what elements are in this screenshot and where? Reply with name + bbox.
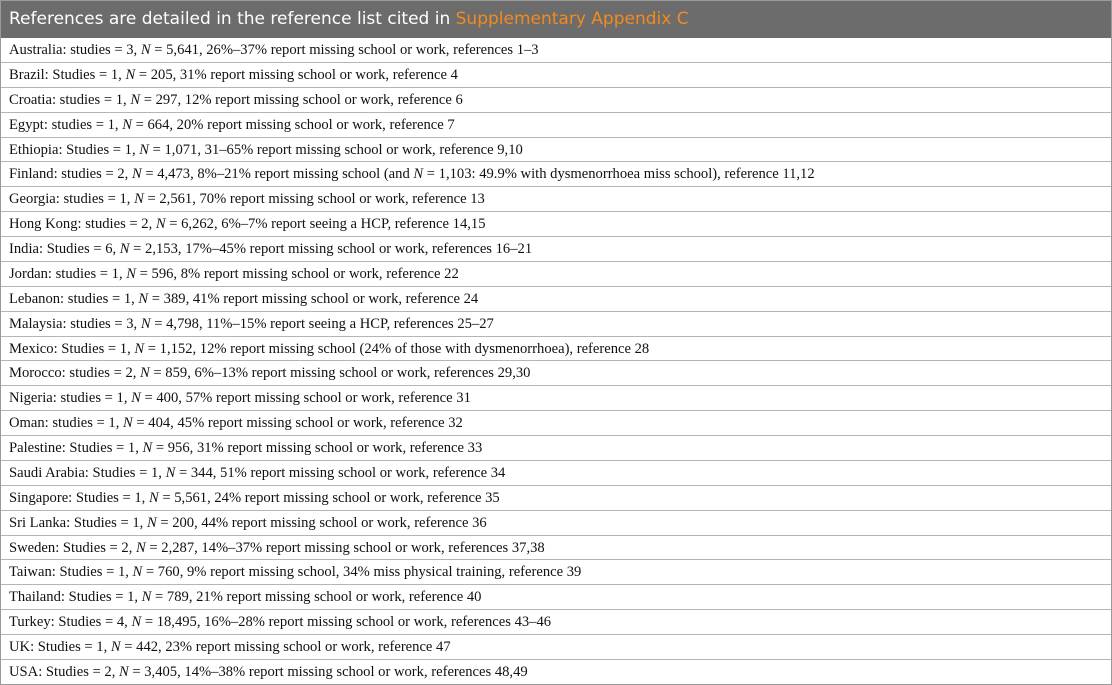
table-row [1, 187, 1111, 212]
row-text: = 205, 31% report missing school or work, reference 4 [135, 66, 458, 83]
table-row [1, 113, 1111, 138]
row-text: Finland: studies = 2, [9, 166, 132, 183]
row-text: Oman: studies = 1, [9, 415, 124, 432]
sample-size-symbol: N [136, 539, 146, 556]
row-text: = 1,103: 49.9% with dysmenorrhoea miss school), reference 11,12 [423, 166, 815, 183]
table-row [1, 262, 1111, 287]
supplementary-appendix-link[interactable]: Supplementary Appendix C [455, 9, 689, 29]
row-text: Croatia: studies = 1, [9, 91, 131, 108]
sample-size-symbol: N [132, 564, 143, 581]
row-text: = 344, 51% report missing school or work, reference 34 [175, 464, 506, 481]
table-row [1, 386, 1111, 411]
table-row [1, 610, 1111, 635]
table-row [1, 38, 1111, 63]
sample-size-symbol: N [140, 365, 150, 382]
sample-size-symbol: N [146, 514, 157, 531]
row-text: Egypt: studies = 1, [9, 116, 123, 133]
table-row [1, 138, 1111, 163]
row-text: = 859, 6%–13% report missing school or work, references 29,30 [149, 365, 531, 382]
row-text: Georgia: studies = 1, [9, 191, 135, 208]
table-row [1, 337, 1111, 362]
table-row [1, 560, 1111, 585]
sample-size-symbol: N [140, 42, 151, 58]
row-text: = 6,262, 6%–7% report seeing a HCP, reference 14,15 [165, 216, 486, 233]
row-text: = 3,405, 14%–38% report missing school or work, references 48,49 [128, 663, 528, 680]
row-text: Turkey: Studies = 4, [9, 614, 132, 631]
table-row [1, 660, 1111, 685]
sample-size-symbol: N [139, 141, 149, 158]
row-text: = 18,495, 16%–28% report missing school or work, references 43–46 [141, 614, 552, 631]
row-text: Singapore: Studies = 1, [9, 489, 149, 506]
sample-size-symbol: N [122, 116, 132, 133]
table-row [1, 63, 1111, 88]
row-text: Morocco: studies = 2, [9, 365, 141, 382]
sample-size-symbol: N [130, 91, 141, 108]
row-text: Thailand: Studies = 1, [9, 589, 142, 606]
row-text: USA: Studies = 2, [9, 663, 119, 680]
sample-size-symbol: N [155, 216, 166, 233]
sample-size-symbol: N [141, 589, 152, 606]
sample-size-symbol: N [131, 614, 142, 631]
table-row [1, 511, 1111, 536]
row-text: Lebanon: studies = 1, [9, 290, 139, 307]
row-text: Nigeria: studies = 1, [9, 390, 132, 407]
row-text: Malaysia: studies = 3, [9, 315, 141, 332]
sample-size-symbol: N [119, 241, 130, 257]
sample-size-symbol: N [134, 340, 145, 357]
table-row [1, 436, 1111, 461]
row-text: = 297, 12% report missing school or work, reference 6 [140, 91, 463, 108]
row-text: Palestine: Studies = 1, [9, 440, 143, 456]
row-text: Jordan: studies = 1, [9, 265, 127, 282]
row-text: = 596, 8% report missing school or work, reference 22 [136, 265, 459, 282]
row-text: = 442, 23% report missing school or work, reference 47 [120, 639, 451, 655]
row-text: = 956, 31% report missing school or work, reference 33 [152, 440, 483, 456]
sample-size-symbol: N [126, 265, 137, 282]
row-text: = 4,473, 8%–21% report missing school (and [141, 166, 414, 183]
row-text: = 200, 44% report missing school or work, reference 36 [156, 514, 487, 531]
row-text: Saudi Arabia: Studies = 1, [9, 464, 166, 481]
sample-size-symbol: N [140, 315, 151, 332]
table-row [1, 461, 1111, 486]
table-row [1, 88, 1111, 113]
row-text: = 389, 41% report missing school or work, reference 24 [148, 290, 479, 307]
sample-size-symbol: N [142, 440, 153, 456]
sample-size-symbol: N [138, 290, 149, 307]
table-row [1, 212, 1111, 237]
row-text: = 760, 9% report missing school, 34% miss physical training, reference 39 [142, 564, 582, 581]
table-row [1, 635, 1111, 660]
sample-size-symbol: N [125, 66, 136, 83]
sample-size-symbol: N [110, 639, 121, 655]
row-text: Brazil: Studies = 1, [9, 66, 126, 83]
table-row [1, 312, 1111, 337]
row-text: Mexico: Studies = 1, [9, 340, 135, 357]
row-text: = 789, 21% report missing school or work, reference 40 [151, 589, 482, 606]
row-text: Taiwan: Studies = 1, [9, 564, 133, 581]
row-text: Australia: studies = 3, [9, 42, 141, 58]
sample-size-symbol: N [131, 390, 141, 407]
row-text: = 5,641, 26%–37% report missing school or work, references 1–3 [150, 42, 539, 58]
table-row [1, 536, 1111, 561]
sample-size-symbol: N [165, 464, 176, 481]
table-body [1, 38, 1111, 685]
row-text: = 5,561, 24% report missing school or work, reference 35 [158, 489, 500, 506]
table-row [1, 162, 1111, 187]
table-header [1, 1, 1111, 38]
row-text: Ethiopia: Studies = 1, [9, 141, 140, 158]
row-text: = 1,071, 31–65% report missing school or work, reference 9,10 [148, 141, 523, 158]
row-text: Sri Lanka: Studies = 1, [9, 514, 147, 531]
sample-size-symbol: N [123, 415, 133, 432]
table-row [1, 237, 1111, 262]
table-row [1, 287, 1111, 312]
row-text: = 404, 45% report missing school or work, reference 32 [132, 415, 463, 432]
sample-size-symbol: N [134, 191, 144, 208]
row-text: = 664, 20% report missing school or work, reference 7 [131, 116, 455, 133]
row-text: = 400, 57% report missing school or work, reference 31 [140, 390, 471, 407]
row-text: Sweden: Studies = 2, [9, 539, 137, 556]
sample-size-symbol: N [119, 663, 129, 680]
row-text: India: Studies = 6, [9, 241, 120, 257]
table-row [1, 486, 1111, 511]
row-text: = 4,798, 11%–15% report seeing a HCP, references 25–27 [150, 315, 494, 332]
row-text: = 1,152, 12% report missing school (24% of those with dysmenorrhoea), reference 28 [144, 340, 650, 357]
row-text: = 2,561, 70% report missing school or work, reference 13 [143, 191, 485, 208]
row-text: UK: Studies = 1, [9, 639, 111, 655]
row-text: = 2,287, 14%–37% report missing school or work, references 37,38 [145, 539, 545, 556]
row-text: = 2,153, 17%–45% report missing school or work, references 16–21 [129, 241, 533, 257]
sample-size-symbol: N [148, 489, 159, 506]
table-row [1, 411, 1111, 436]
sample-size-symbol: N [131, 166, 142, 183]
table-row [1, 361, 1111, 386]
table-row [1, 585, 1111, 610]
header-text: References are detailed in the reference list cited in [9, 9, 456, 29]
sample-size-symbol: N [413, 166, 424, 183]
row-text: Hong Kong: studies = 2, [9, 216, 156, 233]
